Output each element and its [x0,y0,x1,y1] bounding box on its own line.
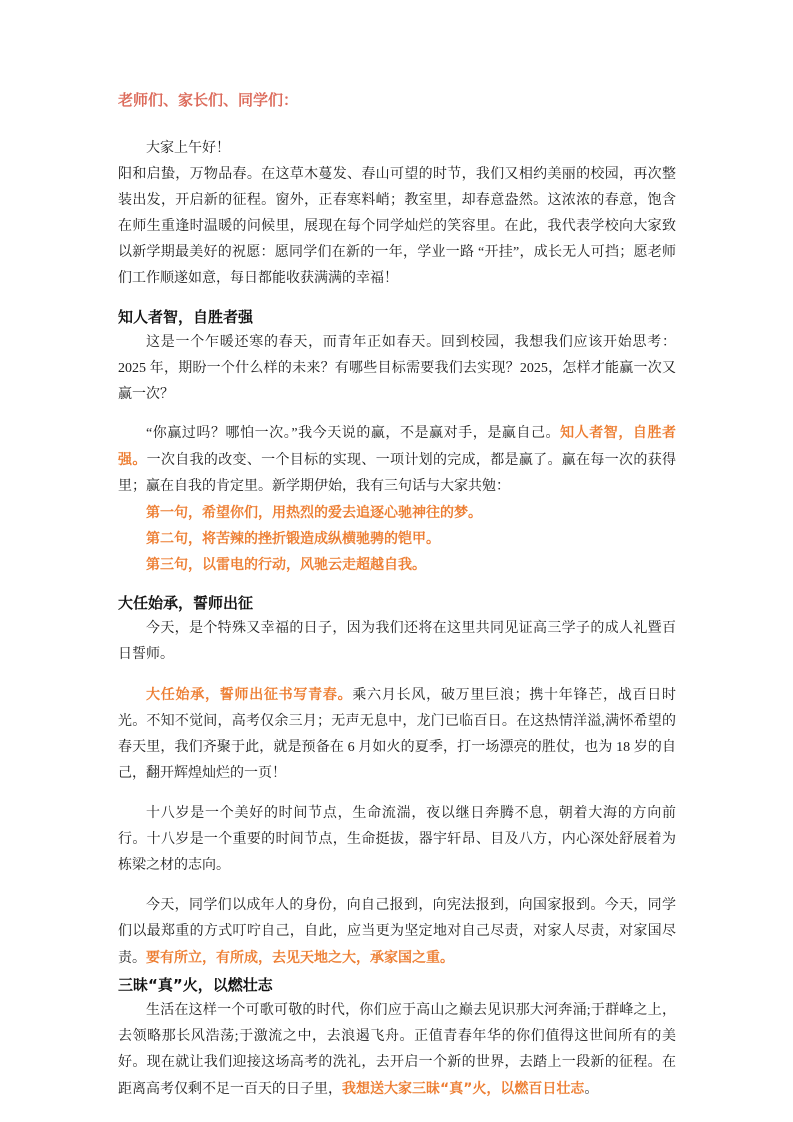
section1-paragraph-2 [118,420,676,500]
opening-paragraph: 阳和启蛰，万物品春。在这草木蔓发、春山可望的时节，我们又相约美丽的校园，再次整装出发，开启新的征程。窗外，正春寒料峭；教室里，却春意盎然。这浓浓的春意，饱含在师生重逢时温暖的问候里，展现在每个同学灿烂的笑容里。在此，我代表学校向大家致以新学期最美好的祝愿：愿同学们在新的一年，学业一路 “开挂”，成长无人可挡；愿老师们工作顺遂如意，每日都能收获满满的幸福！ [118,167,676,286]
section3-paragraph-1 [118,998,676,1103]
section2-paragraph-4-accent: 要有所立，有所成，去见天地之大，承家国之重。 [146,950,454,966]
motto-line-1: 第一句，希望你们，用热烈的爱去追逐心驰神往的梦。 [146,505,482,521]
section1-paragraph-1: 这是一个乍暖还寒的春天，而青年正如春天。回到校园，我想我们应该开始思考：2025 年，期盼一个什么样的未来？有哪些目标需要我们去实现？2025，怎样才能赢一次又赢一次？ [118,335,676,402]
section3-heading: 三昧“真”火，以燃壮志 [118,976,273,994]
section1-paragraph-2-text-2: 一次自我的改变、一个目标的实现、一项计划的完成，都是赢了。赢在每一次的获得里；赢在自我的肯定里。新学期伊始，我有三句话与大家共勉： [118,453,677,494]
section2-paragraph-2 [118,682,676,787]
section2-paragraph-2-text: 乘六月长风，破万里巨浪；携十年锋芒，战百日时光。不知不觉间，高考仅余三月；无声无息中，龙门已临百日。在这热情洋溢,满怀希望的春天里，我们齐聚于此，就是预备在 6 月如火的夏季，打一场漂亮的胜仗，也为 18 岁的自己，翻开辉煌灿烂的一页！ [118,688,677,781]
section1-paragraph-2-accent: 知人者智，自胜者强。 [118,425,676,468]
section2-paragraph-3: 十八岁是一个美好的时间节点，生命流湍，夜以继日奔腾不息，朝着大海的方向前行。十八岁是一个重要的时间节点，生命挺拔，器宇轩昂、目及八方，内心深处舒展着为栋梁之材的志向。 [118,806,676,873]
section1-paragraph-2-text: “你赢过吗？哪怕一次。”我今天说的赢，不是赢对手，是赢自己。 [146,426,561,441]
motto-line-3: 第三句，以雷电的行动，风驰云走超越自我。 [146,557,426,573]
section3-paragraph-1-accent: 我想送大家三昧“真”火，以燃百日壮志 [342,1081,585,1097]
section2-heading: 大任始承，誓师出征 [118,594,254,612]
salutation-heading: 老师们、家长们、同学们： [118,93,299,109]
section2-paragraph-4-text: 今天，同学们以成年人的身份，向自己报到，向宪法报到，向国家报到。今天，同学们以最郑重的方式叮咛自己，自此，应当更为坚定地对自己尽责，对家人尽责，对家国尽责。 [118,898,676,966]
greeting-line: 大家上午好！ [146,141,230,156]
section3-paragraph-1-period: 。 [584,1082,599,1097]
section1-heading: 知人者智，自胜者强 [118,308,254,326]
section3-paragraph-1-text: 生活在这样一个可歌可敬的时代，你们应于高山之巅去见识那大河奔涌;于群峰之上，去领略那长风浩荡;于激流之中，去浪遏飞舟。正值青春年华的你们值得这世间所有的美好。现在就让我们迎接这场高考的洗礼，去开启一个新的世界，去踏上一段新的征程。在距离高考仅剩不足一百天的日子里， [118,1003,676,1097]
document-body [118,88,676,1103]
section2-paragraph-4 [118,893,676,972]
section2-paragraph-2-accent: 大任始承，誓师出征书写青春。 [146,687,353,703]
section2-paragraph-1: 今天，是个特殊又幸福的日子，因为我们还将在这里共同见证高三学子的成人礼暨百日誓师。 [118,621,676,662]
motto-line-2: 第二句，将苦辣的挫折锻造成纵横驰骋的铠甲。 [146,531,440,547]
